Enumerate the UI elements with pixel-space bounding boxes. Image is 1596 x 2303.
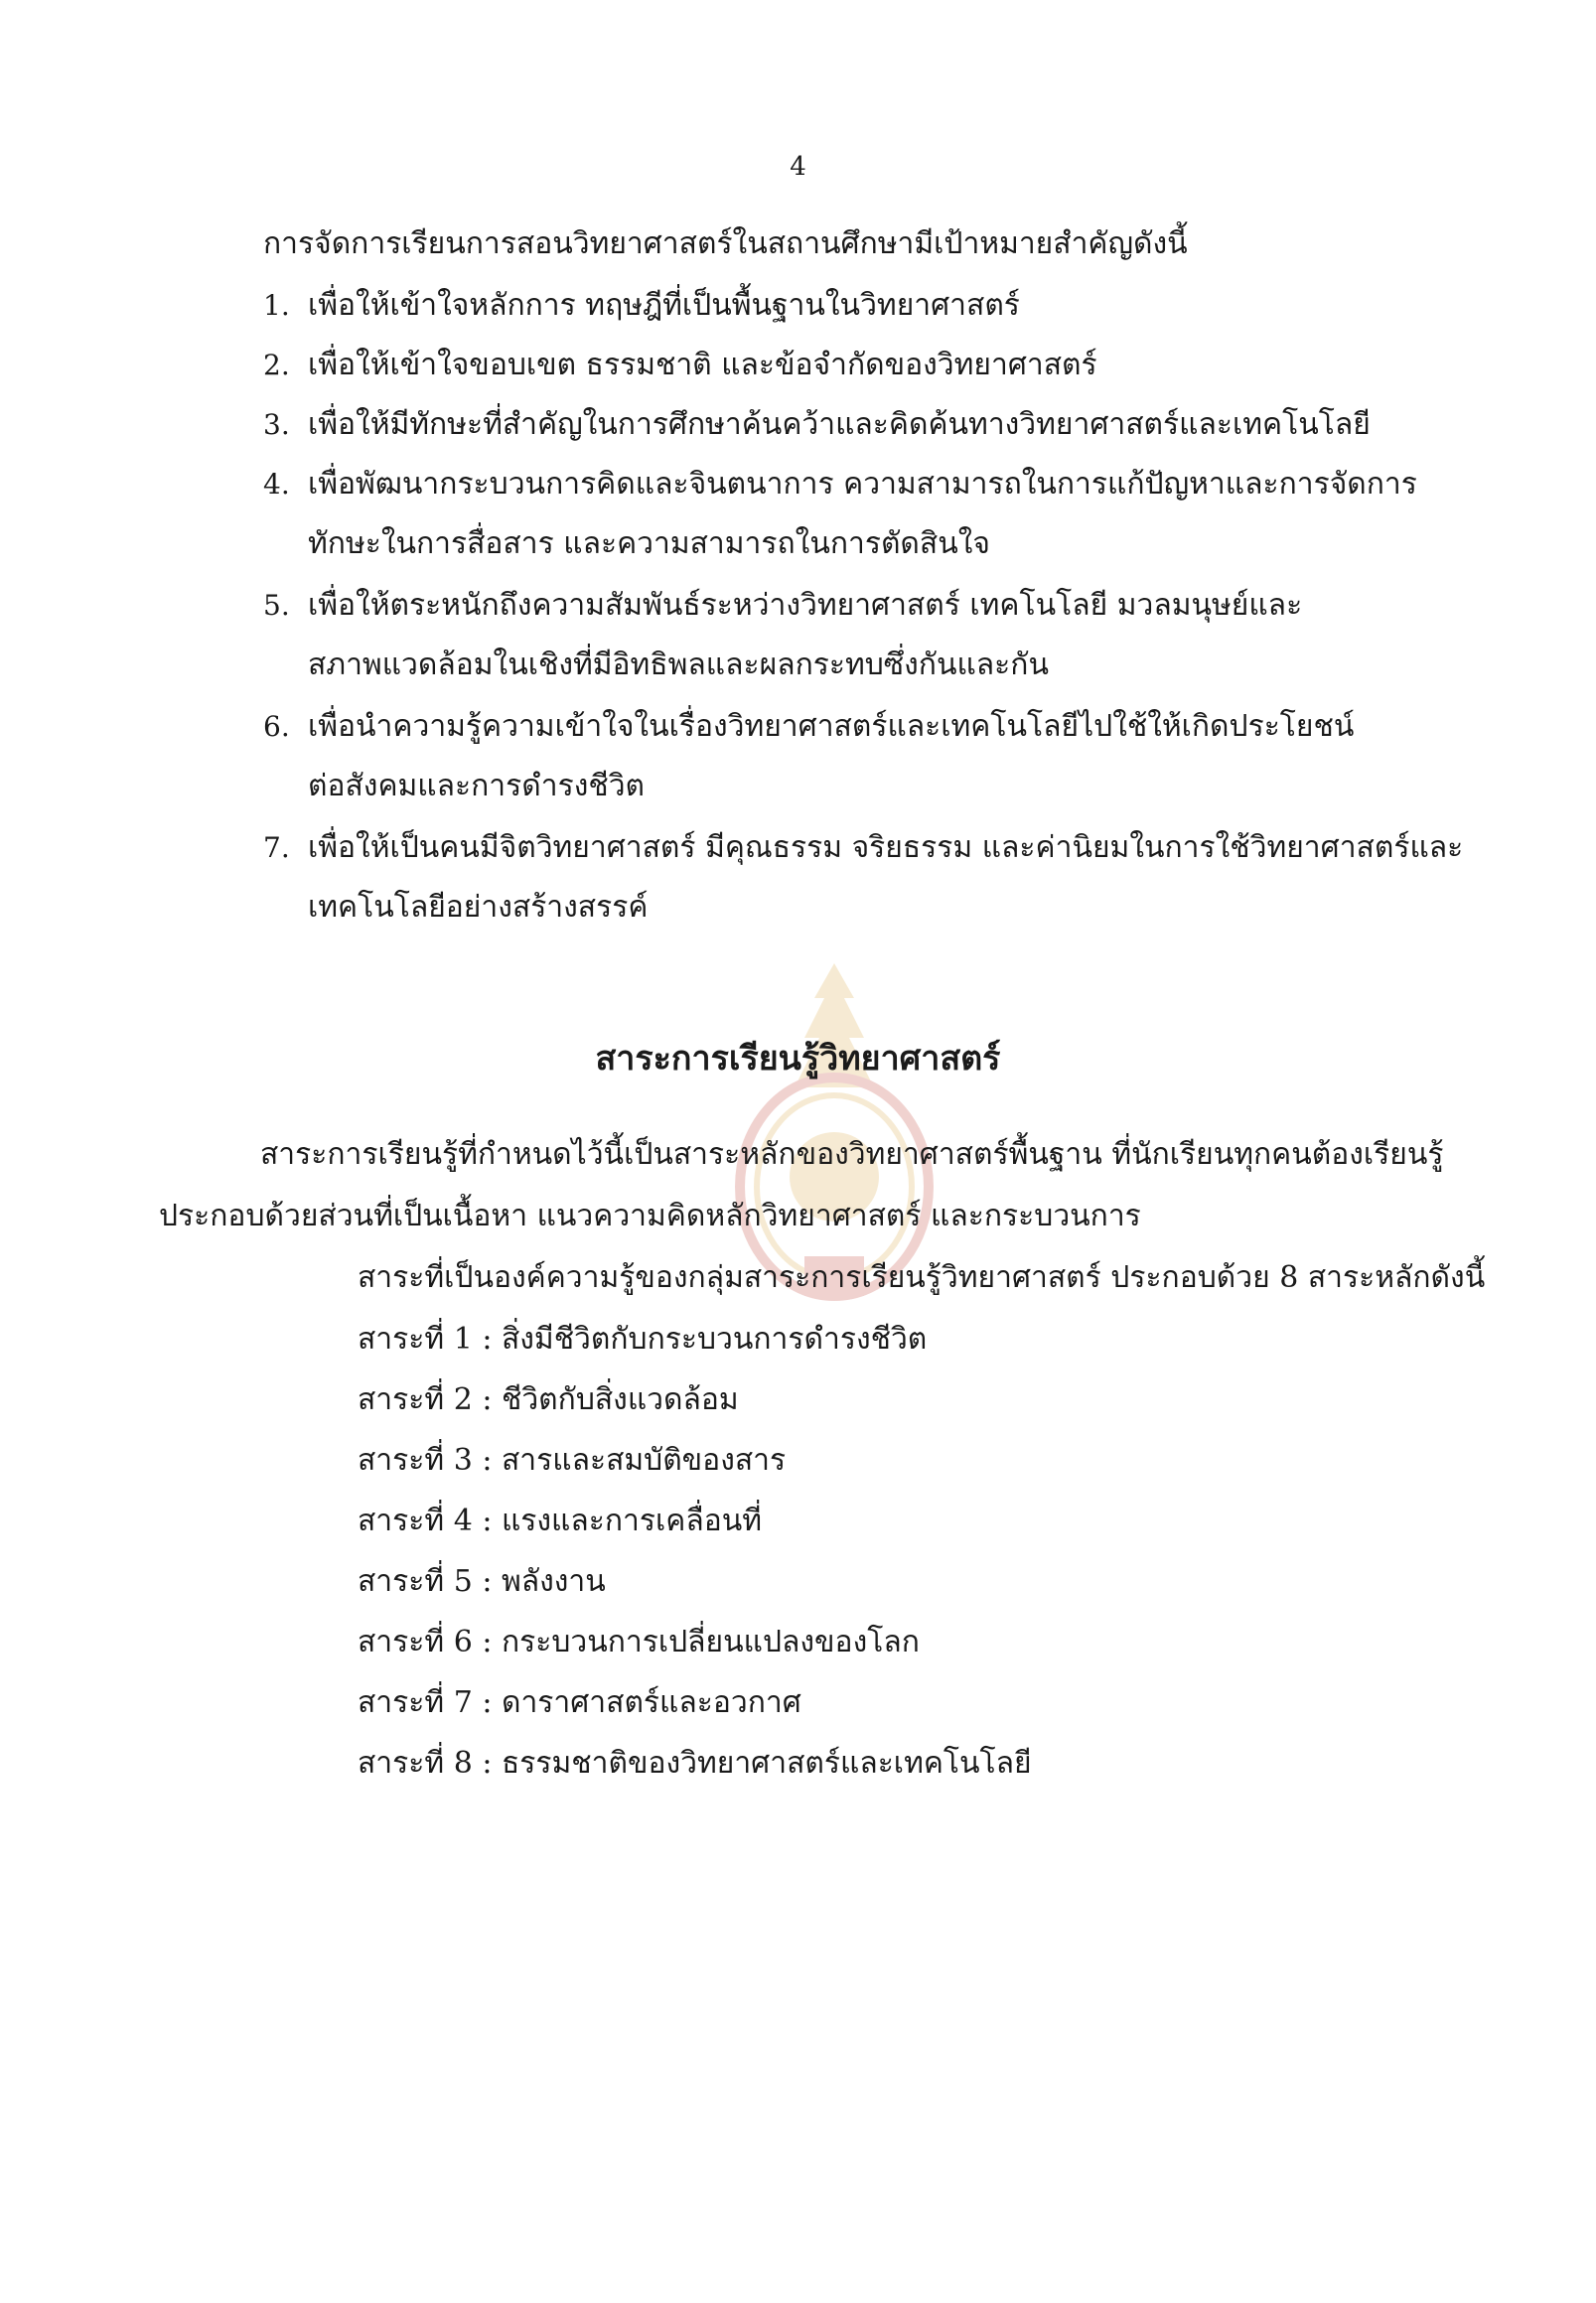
- goal-5-number: 5.: [263, 589, 290, 622]
- strand-5: สาระที่ 5 : พลังงาน: [358, 1564, 606, 1599]
- goal-7-text-line2: เทคโนโลยีอย่างสร้างสรรค์: [308, 890, 649, 925]
- strand-4: สาระที่ 4 : แรงและการเคลื่อนที่: [358, 1504, 763, 1538]
- goal-4-text-line2: ทักษะในการสื่อสาร และความสามารถในการตัดสินใจ: [308, 526, 990, 561]
- goal-1-number: 1.: [263, 289, 290, 322]
- page-number: 4: [790, 152, 806, 182]
- strand-6: สาระที่ 6 : กระบวนการเปลี่ยนแปลงของโลก: [358, 1625, 920, 1659]
- strand-2: สาระที่ 2 : ชีวิตกับสิ่งแวดล้อม: [358, 1382, 739, 1417]
- goal-7-text-line1: เพื่อให้เป็นคนมีจิตวิทยาศาสตร์ มีคุณธรรม จริยธรรม และค่านิยมในการใช้วิทยาศาสตร์และ: [308, 830, 1464, 865]
- goal-3-text: เพื่อให้มีทักษะที่สำคัญในการศึกษาค้นคว้าและคิดค้นทางวิทยาศาสตร์และเทคโนโลยี: [308, 407, 1371, 442]
- strand-3: สาระที่ 3 : สารและสมบัติของสาร: [358, 1443, 787, 1478]
- section-heading: สาระการเรียนรู้วิทยาศาสตร์: [595, 1039, 1001, 1079]
- goal-6-text-line1: เพื่อนำความรู้ความเข้าใจในเรื่องวิทยาศาสตร์และเทคโนโลยีไปใช้ให้เกิดประโยชน์: [308, 709, 1355, 744]
- goal-2-text: เพื่อให้เข้าใจขอบเขต ธรรมชาติ และข้อจำกัดของวิทยาศาสตร์: [308, 348, 1097, 382]
- intro-text: การจัดการเรียนการสอนวิทยาศาสตร์ในสถานศึกษามีเป้าหมายสำคัญดังนี้: [263, 226, 1188, 261]
- paragraph-line-1: สาระการเรียนรู้ที่กำหนดไว้นี้เป็นสาระหลักของวิทยาศาสตร์พื้นฐาน ที่นักเรียนทุกคนต้องเรียนรู้: [260, 1137, 1444, 1172]
- paragraph-line-2: ประกอบด้วยส่วนที่เป็นเนื้อหา แนวความคิดหลักวิทยาศาสตร์ และกระบวนการ: [159, 1199, 1141, 1233]
- goal-2-number: 2.: [263, 349, 290, 381]
- goal-7-number: 7.: [263, 831, 290, 864]
- strands-intro: สาระที่เป็นองค์ความรู้ของกลุ่มสาระการเรียนรู้วิทยาศาสตร์ ประกอบด้วย 8 สาระหลักดังนี้: [358, 1260, 1486, 1295]
- strand-8: สาระที่ 8 : ธรรมชาติของวิทยาศาสตร์และเทคโนโลยี: [358, 1746, 1032, 1781]
- goal-3-number: 3.: [263, 408, 290, 441]
- goal-1-text: เพื่อให้เข้าใจหลักการ ทฤษฎีที่เป็นพื้นฐานในวิทยาศาสตร์: [308, 288, 1020, 323]
- strand-1: สาระที่ 1 : สิ่งมีชีวิตกับกระบวนการดำรงชีวิต: [358, 1322, 928, 1357]
- goal-5-text-line1: เพื่อให้ตระหนักถึงความสัมพันธ์ระหว่างวิทยาศาสตร์ เทคโนโลยี มวลมนุษย์และ: [308, 588, 1303, 623]
- strand-7: สาระที่ 7 : ดาราศาสตร์และอวกาศ: [358, 1685, 801, 1720]
- goal-6-number: 6.: [263, 710, 290, 743]
- goal-6-text-line2: ต่อสังคมและการดำรงชีวิต: [308, 769, 646, 803]
- goal-4-text-line1: เพื่อพัฒนากระบวนการคิดและจินตนาการ ความสามารถในการแก้ปัญหาและการจัดการ: [308, 467, 1417, 502]
- goal-4-number: 4.: [263, 468, 290, 501]
- goal-5-text-line2: สภาพแวดล้อมในเชิงที่มีอิทธิพลและผลกระทบซึ่งกันและกัน: [308, 648, 1049, 682]
